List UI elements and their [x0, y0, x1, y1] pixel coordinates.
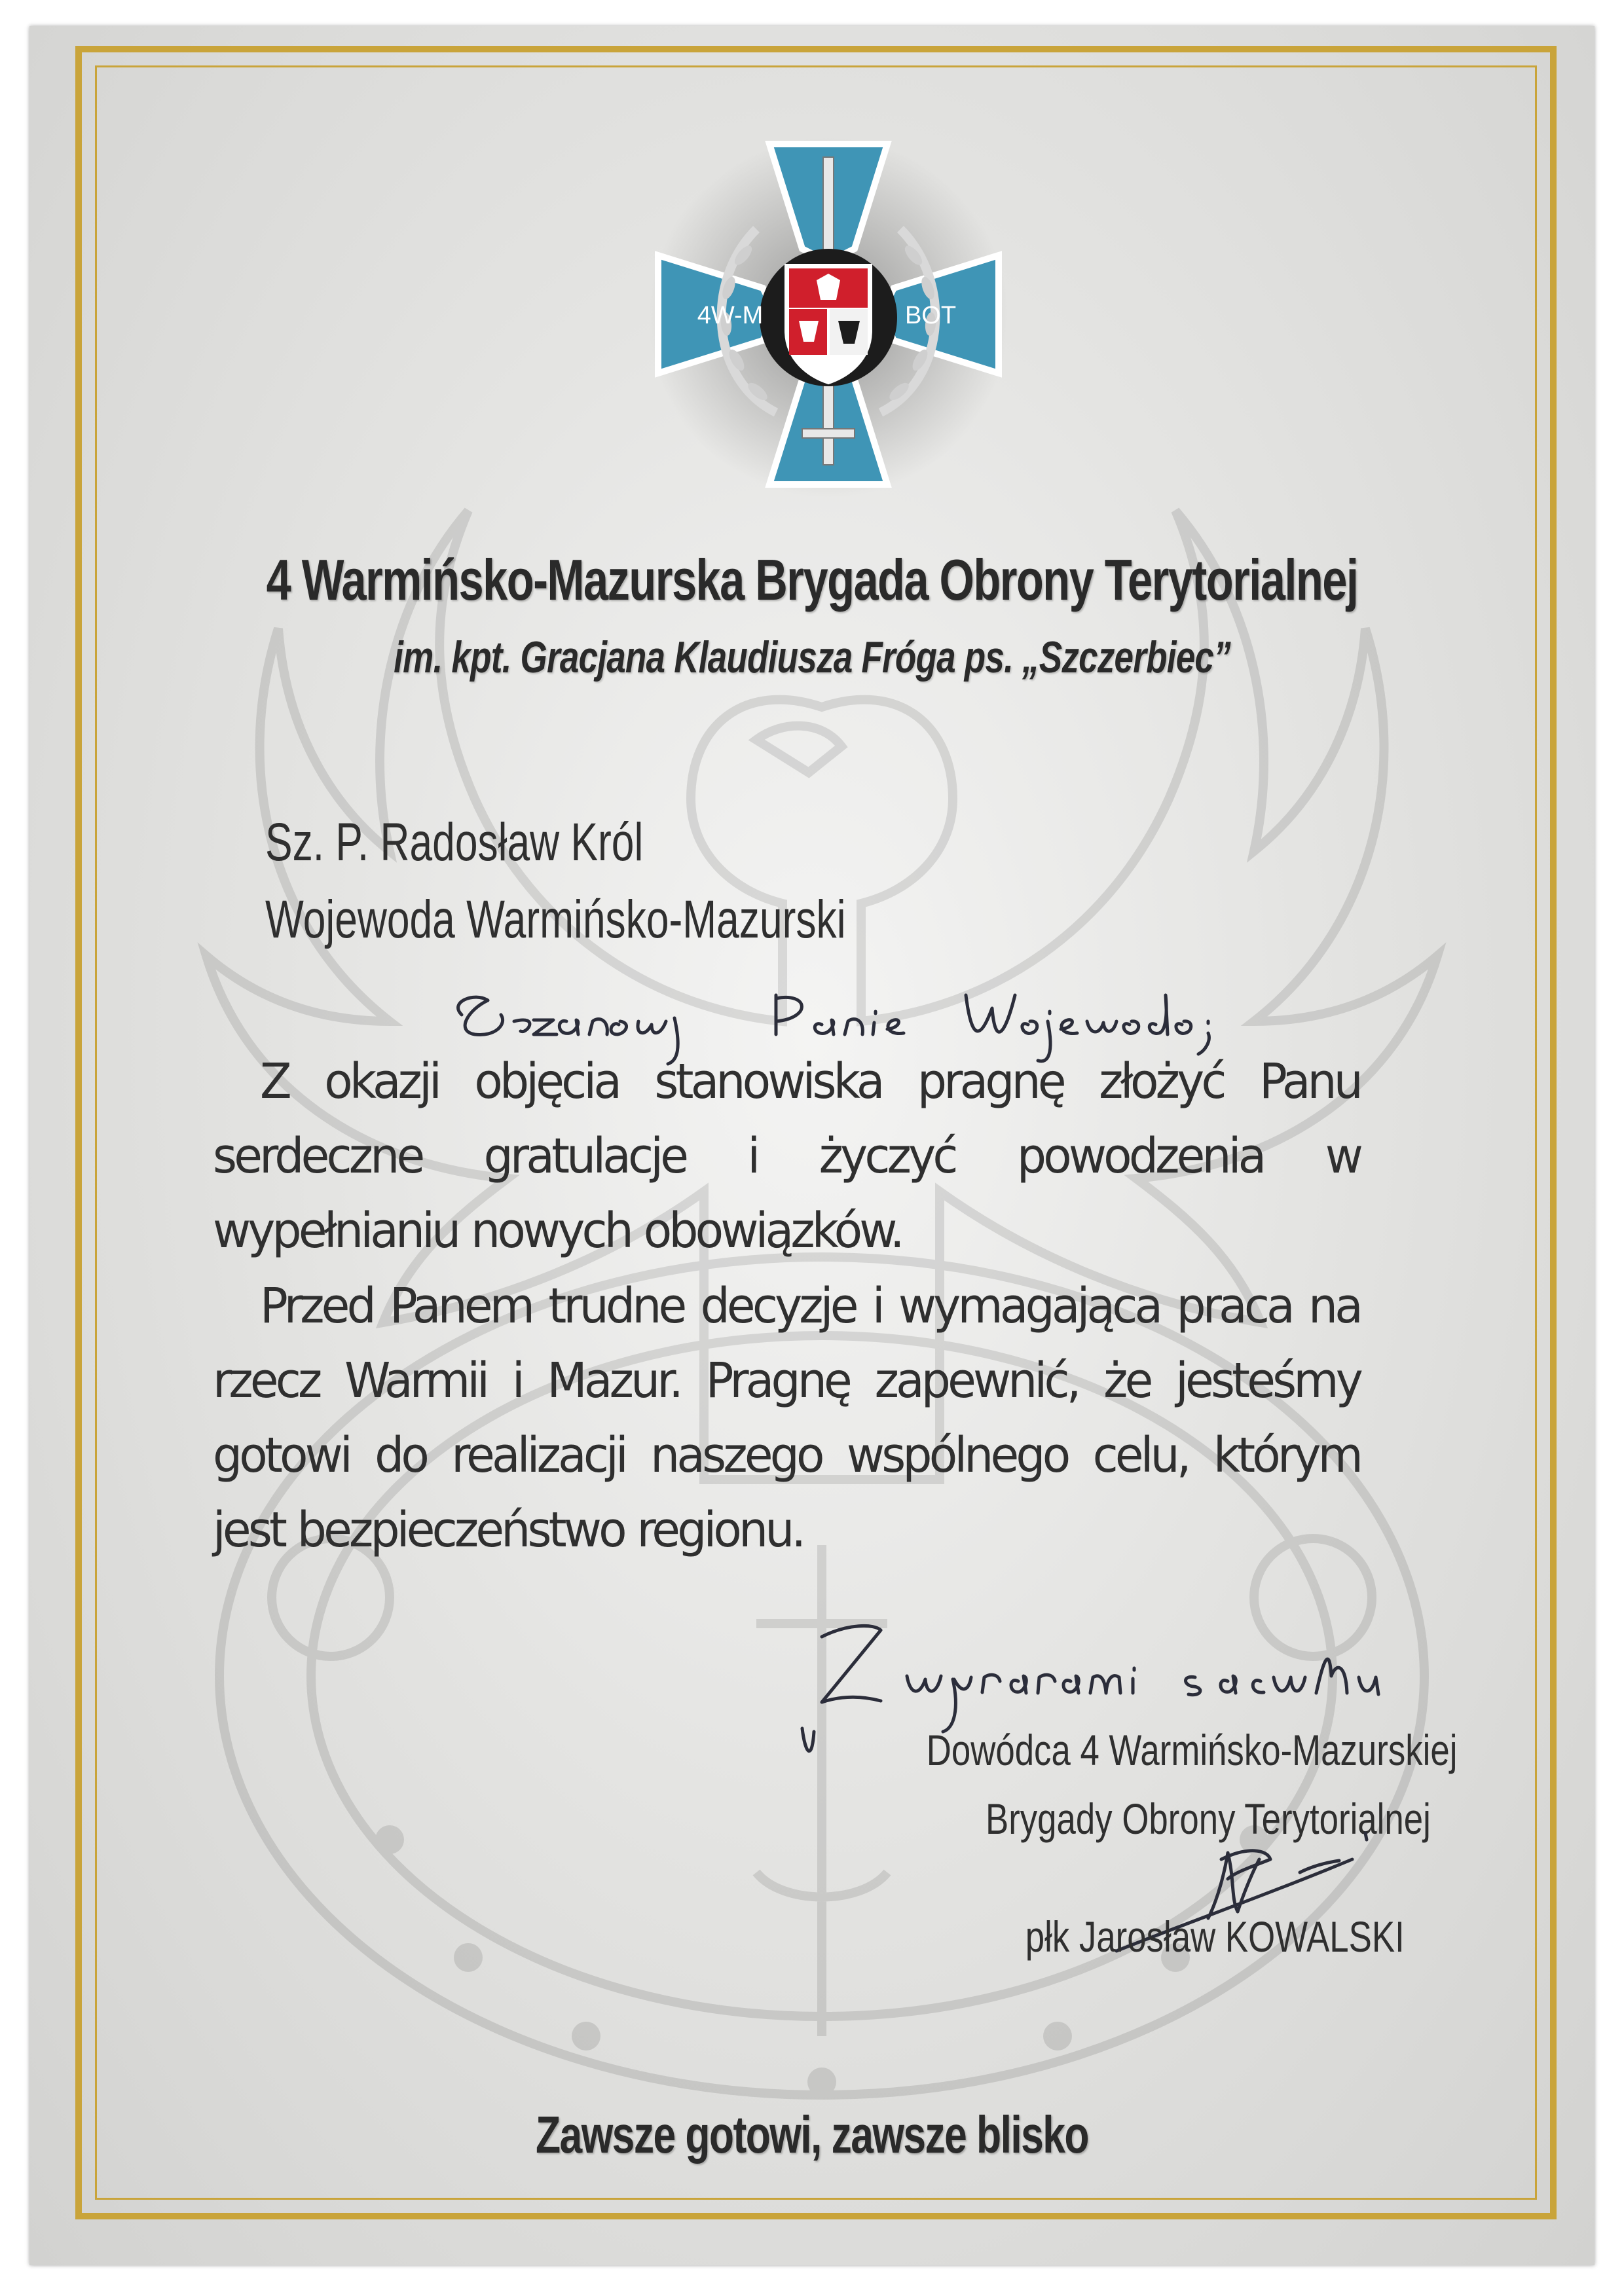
- patron-subtitle: im. kpt. Gracjana Klaudiusza Fróga ps. „Szczerbiec”: [394, 632, 1230, 682]
- letter-paragraph-2: [213, 1269, 1360, 1567]
- brigade-badge-icon: [645, 131, 1012, 498]
- letter-paragraph-1: [213, 1044, 1360, 1268]
- badge-left-label: 4W-M: [697, 302, 764, 329]
- brigade-motto: Zawsze gotowi, zawsze blisko: [535, 2105, 1088, 2164]
- badge-right-label: BOT: [904, 302, 957, 329]
- paragraph-2-text: Przed Panem trudne decyzje i wymagająca praca na rzecz Warmii i Mazur. Pragnę zapewnić, że jesteśmy gotowi do realizacji naszego wspólnego celu, którym jest bezpieczeństwo regionu.: [213, 1278, 1360, 1558]
- commander-position-line-2: Brygady Obrony Terytorialnej: [986, 1795, 1431, 1843]
- commander-position-line-1: Dowódca 4 Warmińsko-Mazurskiej: [926, 1726, 1457, 1774]
- commander-name: płk Jarosław KOWALSKI: [1025, 1912, 1405, 1961]
- addressee-title: Wojewoda Warmińsko-Mazurski: [265, 890, 846, 949]
- organization-title: 4 Warmińsko-Mazurska Brygada Obrony Terytorialnej: [266, 547, 1358, 612]
- addressee-name: Sz. P. Radosław Król: [265, 812, 644, 872]
- letter-sheet: [29, 26, 1595, 2265]
- paragraph-1-text: Z okazji objęcia stanowiska pragnę złożyć Panu serdeczne gratulacje i życzyć powodzenia w wypełnianiu nowych obowiązków.: [213, 1053, 1360, 1259]
